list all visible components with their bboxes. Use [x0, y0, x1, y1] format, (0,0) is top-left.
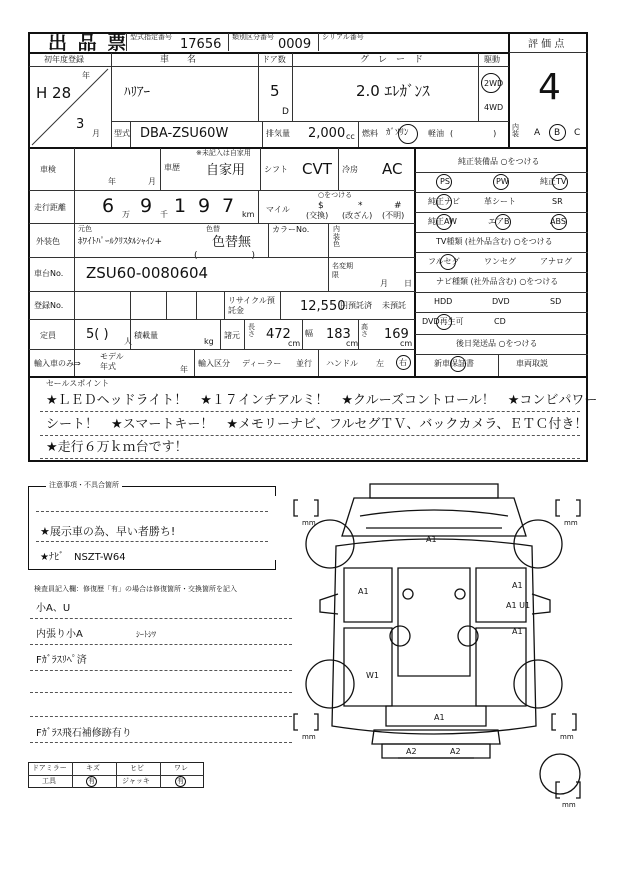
mm-label: mm	[564, 519, 578, 527]
reg-no-label: 登録No.	[34, 301, 64, 310]
grade-label: グ レ ー ド	[360, 55, 424, 65]
km-unit: km	[242, 210, 255, 219]
diagram-mark: A2	[450, 747, 461, 756]
legend-jack: ジャッキ	[122, 777, 150, 785]
first-reg-label: 初年度登録	[44, 55, 84, 64]
height-label: 高さ	[361, 323, 368, 338]
tv-oneseg: ワンセグ	[484, 257, 516, 266]
history-value: 自家用	[206, 163, 246, 178]
interior-grade-label: 内装	[512, 123, 519, 138]
mm-label: mm	[302, 733, 316, 741]
height-value: 169	[384, 327, 409, 342]
displacement-value: 2,000	[308, 126, 346, 141]
diagram-mark: A1	[512, 627, 523, 636]
handle-right: 右	[399, 358, 407, 367]
mileage-digits	[76, 191, 258, 223]
equip-airbag: エアB	[488, 217, 510, 226]
color-code-label: カラーNo.	[272, 225, 310, 234]
inspector-line-4: Fｶﾞﾗｽ飛石補修跡有り	[36, 728, 132, 739]
inspector-line-2b: ｼｰﾄｼﾜ	[136, 630, 156, 639]
inspector-line-1: 小A、U	[36, 603, 71, 614]
legend-header: ワレ	[174, 764, 188, 772]
navi-dvd-play-circle	[436, 314, 452, 330]
equip-aw: 純正AW	[428, 217, 457, 226]
model-value: DBA-ZSU60W	[140, 126, 229, 141]
mileage-digit: 7	[222, 195, 235, 217]
inspection-label: 車検	[40, 165, 56, 174]
inspector-label: 検査員記入欄：修復歴「有」の場合は修復箇所・交換箇所を記入	[34, 585, 237, 593]
equip-navi: 純正ナビ	[428, 197, 460, 206]
dim-label: 諸元	[224, 331, 240, 340]
legend-header: ドアミラー	[32, 764, 67, 772]
aircon-value: AC	[382, 160, 403, 178]
equip-aw-circle	[436, 214, 452, 230]
mileage-digit: 9	[140, 195, 153, 217]
mileage-digit: 1	[174, 195, 187, 217]
eval-score: 4	[538, 67, 561, 108]
history-note: ※未記入は自家用	[196, 149, 251, 157]
interior-color-label: 内装色	[333, 225, 340, 249]
sales-line-1: ★ＬＥＤヘッドライト！ ★１７インチアルミ！ ★クルーズコントロール！ ★コンビパワー	[46, 393, 598, 408]
first-reg-month: 3	[76, 117, 85, 132]
sales-label: セールスポイント	[46, 379, 110, 388]
legend-header: ヒビ	[130, 764, 144, 772]
navi-title: ナビ種類 (社外品含む) ○をつける	[436, 277, 559, 286]
shift-value: CVT	[302, 160, 332, 178]
width-value: 183	[326, 327, 351, 342]
tv-fullseg-circle	[440, 254, 456, 270]
sen-unit: 千	[160, 210, 168, 219]
category-label: 類別区分番号	[232, 33, 274, 41]
light-oil: 軽油	[428, 129, 444, 138]
equip-pw-circle	[493, 174, 509, 190]
hash-mark: #	[394, 201, 402, 211]
aircon-label: 冷房	[342, 165, 358, 174]
year-unit: 年	[82, 71, 90, 80]
fuel-label: 燃料	[362, 129, 378, 138]
fuel-paren: ( )	[450, 129, 497, 138]
later-warranty: 新車保証書	[434, 359, 474, 368]
notes-line-2: ★ﾅﾋﾞ NSZT-W64	[40, 552, 126, 563]
length-unit: cm	[288, 339, 301, 348]
mileage-digit: 9	[198, 195, 211, 217]
equip-abs: ABS	[550, 217, 566, 226]
color-paren: ( )	[194, 251, 256, 261]
category-no: 0009	[278, 37, 312, 52]
designation-no: 17656	[180, 37, 222, 52]
capacity-unit: 人	[124, 337, 132, 346]
mm-label: mm	[560, 733, 574, 741]
later-manual: 車両取説	[516, 359, 548, 368]
recycle-value: 12,550	[300, 299, 346, 314]
shift-label: シフト	[264, 165, 288, 174]
car-name-label: 車 名	[160, 55, 197, 65]
sales-line-3: ★走行６万ｋｍ台です！	[46, 440, 188, 455]
chassis-label: 車台No.	[34, 269, 64, 278]
name-change-day: 日	[404, 279, 412, 288]
length-value: 472	[266, 327, 291, 342]
door-type: D	[282, 107, 289, 117]
orig-color: ﾎﾜｲﾄﾊﾟｰﾙｸﾘｽﾀﾙｼｬｲﾝ+	[78, 237, 163, 247]
navi-sd: SD	[550, 297, 562, 306]
chassis-no: ZSU60-0080604	[86, 264, 209, 282]
equip-tv-circle	[552, 174, 568, 190]
mileage-label: 走行距離	[34, 203, 66, 212]
navi-dvd: DVD	[492, 297, 510, 306]
month-unit: 月	[92, 129, 100, 138]
drive-label: 駆動	[484, 55, 500, 64]
name-change-month: 月	[380, 279, 388, 288]
equip-leather: 革シート	[484, 197, 516, 206]
model-year-unit: 年	[180, 365, 188, 374]
model-year-label: モデル年式	[100, 352, 124, 371]
interior-grade-c: C	[574, 128, 581, 138]
form-title: 出 品 票	[48, 32, 129, 54]
capacity-label: 定員	[40, 331, 56, 340]
handle-left: 左	[376, 359, 384, 368]
star-mark: *	[358, 201, 363, 211]
doors-label: ドア数	[262, 55, 286, 64]
import-label: 輸入車のみ⇒	[34, 359, 81, 368]
equip-ps-circle	[436, 174, 452, 190]
drive-4wd: 4WD	[484, 103, 504, 112]
dealer-option: ディーラー	[242, 359, 282, 368]
legend-tools: 工具	[42, 777, 56, 785]
fuel-value: ｶﾞｿﾘﾝ	[386, 128, 409, 138]
diagram-mark: A1 U1	[506, 601, 531, 610]
inspector-line-3: Fｶﾞﾗｽﾘﾍﾟ済	[36, 655, 87, 666]
mm-label: mm	[562, 801, 576, 809]
color-change-label: 色替	[206, 225, 220, 233]
eval-label: 評 価 点	[528, 39, 565, 50]
mileage-digit: 6	[102, 195, 115, 217]
inspector-line-2a: 内張り小A	[36, 629, 83, 640]
equip-navi-circle	[436, 194, 452, 210]
navi-cd: CD	[494, 317, 506, 326]
diagram-mark: A1	[426, 535, 437, 544]
mileage-circle-note: ○をつける	[318, 191, 353, 199]
equip-tv: 純正TV	[540, 177, 567, 186]
first-reg-year: H 28	[36, 84, 72, 102]
equip-airbag-circle	[495, 214, 511, 230]
serial-label: シリアル番号	[322, 33, 364, 41]
displacement-label: 排気量	[266, 129, 290, 138]
car-name: ﾊﾘｱｰ	[124, 85, 150, 100]
navi-dvd-play: DVD再生可	[422, 317, 464, 326]
height-unit: cm	[400, 339, 413, 348]
history-label: 車歴	[164, 163, 180, 172]
grade-value: 2.0 ｴﾚｶﾞﾝｽ	[356, 82, 430, 100]
legend-tools-has: 有	[88, 777, 95, 785]
diagram-mark: W1	[366, 671, 379, 680]
diagram-mark: A1	[434, 713, 445, 722]
tv-analog: アナログ	[540, 257, 572, 266]
displacement-unit: cc	[346, 132, 355, 141]
diagram-mark: A2	[406, 747, 417, 756]
name-change-label: 名変期限	[332, 262, 353, 280]
mile-label: マイル	[266, 205, 290, 214]
legend-header: キズ	[86, 764, 100, 772]
designation-label: 型式指定番号	[130, 33, 172, 41]
width-unit: cm	[346, 339, 359, 348]
handle-label: ハンドル	[326, 359, 358, 368]
dollar-mark: $	[318, 201, 324, 211]
diagram-mark: A1	[512, 581, 523, 590]
diagram-mark: A1	[358, 587, 369, 596]
recycle-unit: 円預託済	[340, 301, 372, 310]
navi-hdd: HDD	[434, 297, 453, 306]
recycle-label: リサイクル預託金	[228, 296, 275, 315]
sales-line-2: シート！ ★スマートキー！ ★メモリーナビ、フルセグＴＶ、バックカメラ、ＥＴＣ付き！	[46, 417, 588, 432]
recycle-un: 未預託	[382, 301, 406, 310]
mm-label: mm	[302, 519, 316, 527]
inspection-month: 月	[148, 177, 156, 186]
equip-pw: PW	[496, 177, 509, 186]
load-label: 積載量	[134, 331, 158, 340]
notes-label: 注意事項・不具合箇所	[46, 482, 122, 489]
car-diagram	[290, 476, 590, 816]
equip-sr: SR	[552, 197, 563, 206]
man-unit: 万	[122, 210, 130, 219]
doors-value: 5	[270, 82, 280, 100]
tv-title: TV種類 (社外品含む) ○をつける	[436, 237, 553, 246]
legend-jack-has: 有	[177, 777, 184, 785]
length-label: 長さ	[248, 323, 255, 338]
unknown-label: (不明)	[382, 211, 405, 220]
drive-2wd: 2WD	[484, 79, 504, 88]
notes-line-1: ★展示車の為、早い者勝ち!	[40, 525, 176, 538]
width-label: 幅	[305, 329, 313, 338]
equipment-title: 純正装備品 ○をつける	[458, 157, 540, 166]
orig-color-label: 元色	[78, 225, 92, 233]
color-label: 外装色	[36, 237, 60, 246]
altered-label: (改ざん)	[342, 211, 373, 220]
equip-abs-circle	[551, 214, 567, 230]
interior-grade-a: A	[534, 128, 541, 138]
model-label: 型式	[114, 129, 130, 138]
later-warranty-circle	[450, 356, 466, 372]
parallel-option: 並行	[296, 359, 312, 368]
exchanged-label: (交換)	[306, 211, 329, 220]
capacity-value: 5( )	[86, 327, 109, 342]
fuel-circle	[398, 124, 418, 144]
inspection-year: 年	[108, 177, 116, 186]
interior-grade-b: B	[554, 128, 561, 138]
equip-ps: PS	[440, 177, 450, 186]
import-type-label: 輸入区分	[198, 359, 230, 368]
color-change: 色替無	[212, 235, 252, 250]
later-title: 後日発送品 ○をつける	[456, 339, 538, 348]
load-unit: kg	[204, 337, 214, 346]
tv-fullseg: フルセグ	[428, 257, 460, 266]
